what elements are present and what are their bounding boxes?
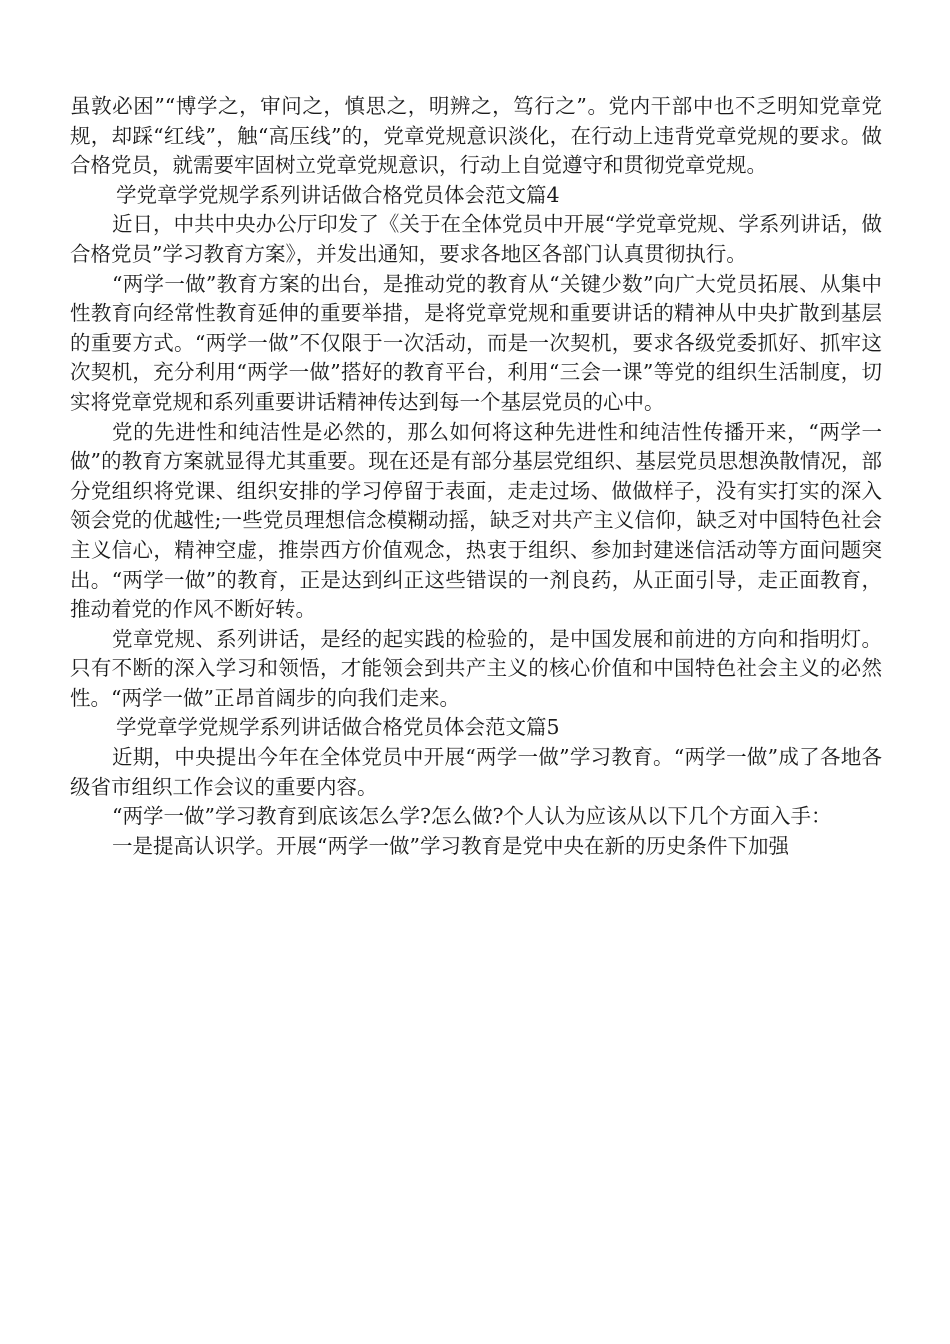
section-heading-5: 学党章学党规学系列讲话做合格党员体会范文篇5 — [116, 715, 560, 740]
paragraph-continuation: 虽敦必困”“博学之，审问之，慎思之，明辨之，笃行之”。党内干部中也不乏明知党章党规，却踩“红线”，触“高压线”的，党章党规意识淡化，在行动上违背党章党规的要求。做合格党员，就需要牢固树立党章党规意识，行动上自觉遵守和贯彻党章党规。 — [70, 94, 882, 178]
paragraph: “两学一做”教育方案的出台，是推动党的教育从“关键少数”向广大党员拓展、从集中性教育向经常性教育延伸的重要举措，是将党章党规和重要讲话的精神从中央扩散到基层的重要方式。“两学一做”不仅限于一次活动，而是一次契机，要求各级党委抓好、抓牢这次契机，充分利用“两学一做”搭好的教育平台，利用“三会一课”等党的组织生活制度，切实将党章党规和系列重要讲话精神传达到每一个基层党员的心中。 — [70, 271, 882, 414]
section-heading-4: 学党章学党规学系列讲话做合格党员体会范文篇4 — [116, 182, 560, 207]
document-page — [70, 92, 882, 861]
paragraph: 一是提高认识学。开展“两学一做”学习教育是党中央在新的历史条件下加强 — [112, 833, 789, 858]
paragraph: 党的先进性和纯洁性是必然的，那么如何将这种先进性和纯洁性传播开来，“两学一做”的教育方案就显得尤其重要。现在还是有部分基层党组织、基层党员思想涣散情况，部分党组织将党课、组织安排的学习停留于表面，走走过场、做做样子，没有实打实的深入领会党的优越性;一些党员理想信念模糊动摇，缺乏对共产主义信仰，缺乏对中国特色社会主义信心，精神空虚，推崇西方价值观念，热衷于组织、参加封建迷信活动等方面问题突出。“两学一做”的教育，正是达到纠正这些错误的一剂良药，从正面引导，走正面教育，推动着党的作风不断好转。 — [70, 419, 882, 622]
paragraph: “两学一做”学习教育到底该怎么学?怎么做?个人认为应该从以下几个方面入手： — [112, 804, 832, 829]
paragraph: 近日，中共中央办公厅印发了《关于在全体党员中开展“学党章党规、学系列讲话，做合格党员”学习教育方案》，并发出通知，要求各地区各部门认真贯彻执行。 — [70, 212, 882, 266]
paragraph: 近期，中央提出今年在全体党员中开展“两学一做”学习教育。“两学一做”成了各地各级省市组织工作会议的重要内容。 — [70, 745, 882, 799]
paragraph: 党章党规、系列讲话，是经的起实践的检验的，是中国发展和前进的方向和指明灯。只有不断的深入学习和领悟，才能领会到共产主义的核心价值和中国特色社会主义的必然性。“两学一做”正昂首阔步的向我们走来。 — [70, 626, 882, 710]
